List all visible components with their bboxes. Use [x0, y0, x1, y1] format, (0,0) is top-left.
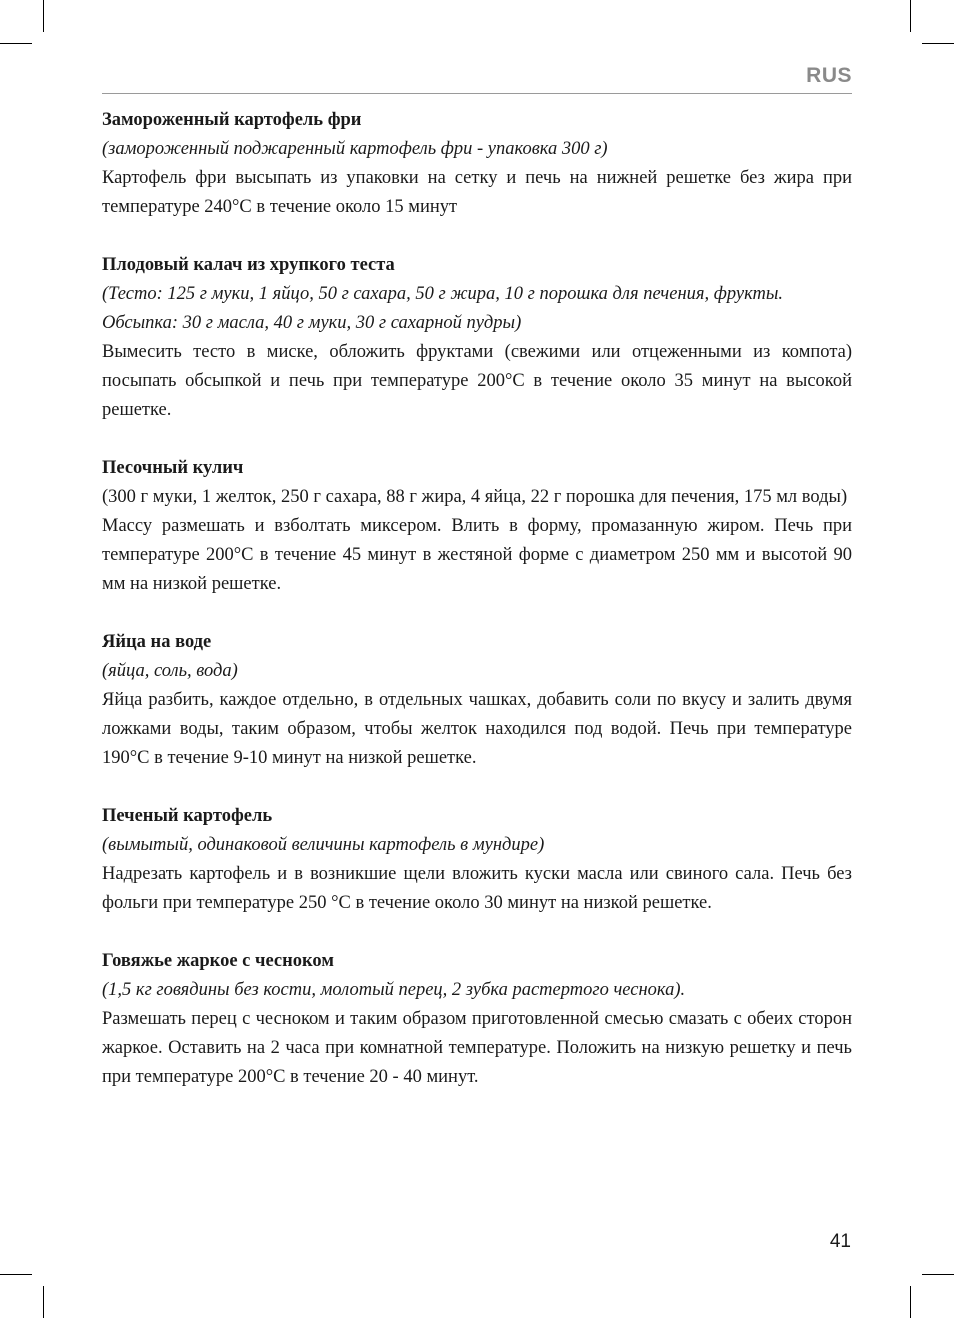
- recipe-title: Яйца на воде: [102, 632, 212, 652]
- recipe-instructions: Картофель фри высыпать из упаковки на сетку и печь на нижней решетке без жира при температуре 240°С в течение около 15 минут: [102, 168, 852, 217]
- recipe-ingredients: (300 г муки, 1 желток, 250 г сахара, 88 г жира, 4 яйца, 22 г порошка для печения, 175 мл воды): [102, 487, 848, 507]
- crop-mark-top-left-horizontal: [0, 43, 32, 44]
- recipe-fruit-cake: [102, 251, 852, 425]
- recipe-baked-potatoes: [102, 802, 852, 918]
- recipe-ingredients: (вымытый, одинаковой величины картофель в мундире): [102, 835, 545, 855]
- crop-mark-bottom-left-vertical: [43, 1286, 44, 1318]
- page-number: 41: [829, 1231, 851, 1252]
- recipe-frozen-fries: [102, 106, 852, 222]
- crop-mark-bottom-left-horizontal: [0, 1274, 32, 1275]
- recipe-instructions: Вымесить тесто в миске, обложить фруктами (свежими или отцеженными из компота) посыпать обсыпкой и печь при температуре 200°С в течение около 35 минут на высокой решетке.: [102, 342, 852, 420]
- recipe-ingredients: (1,5 кг говядины без кости, молотый перец, 2 зубка растертого чеснока).: [102, 980, 686, 1000]
- recipe-instructions: Размешать перец с чесноком и таким образом приготовленной смесью смазать с обеих сторон жаркое. Оставить на 2 часа при комнатной температуре. Положить на низкую решетку и печь при температуре 200°С в течение 20 - 40 минут.: [102, 1009, 852, 1087]
- crop-mark-top-right-horizontal: [922, 43, 954, 44]
- crop-mark-top-right-vertical: [910, 0, 911, 32]
- recipe-instructions: Массу размешать и взболтать миксером. Влить в форму, промазанную жиром. Печь при температуре 200°С в течение 45 минут в жестяной форме с диаметром 250 мм и высотой 90 мм на низкой решетке.: [102, 516, 852, 594]
- language-label: RUS: [806, 64, 852, 87]
- recipe-list: [102, 106, 852, 1121]
- recipe-instructions: Надрезать картофель и в возникшие щели вложить куски масла или свиного сала. Печь без фольги при температуре 250 °С в течение около 30 минут на низкой решетке.: [102, 864, 852, 913]
- recipe-ingredients: (замороженный поджаренный картофель фри - упаковка 300 г): [102, 139, 608, 159]
- recipe-title: Замороженный картофель фри: [102, 110, 362, 130]
- recipe-title: Песочный кулич: [102, 458, 244, 478]
- recipe-garlic-beef-roast: [102, 947, 852, 1092]
- crop-mark-bottom-right-vertical: [910, 1286, 911, 1318]
- recipe-title: Говяжье жаркое с чесноком: [102, 951, 334, 971]
- recipe-sand-cake: [102, 454, 852, 599]
- crop-mark-bottom-right-horizontal: [922, 1274, 954, 1275]
- recipe-ingredients: (яйца, соль, вода): [102, 661, 238, 681]
- recipe-title: Плодовый калач из хрупкого теста: [102, 255, 395, 275]
- recipe-poached-eggs: [102, 628, 852, 773]
- recipe-ingredients: (Тесто: 125 г муки, 1 яйцо, 50 г сахара, 50 г жира, 10 г порошка для печения, фрукты. Обсыпка: 30 г масла, 40 г муки, 30 г сахарной пудры): [102, 284, 783, 333]
- recipe-title: Печеный картофель: [102, 806, 273, 826]
- crop-mark-top-left-vertical: [43, 0, 44, 32]
- recipe-instructions: Яйца разбить, каждое отдельно, в отдельных чашках, добавить соли по вкусу и залить двумя ложками воды, таким образом, чтобы желток находился под водой. Печь при температуре 190°С в течение 9-10 минут на низкой решетке.: [102, 690, 852, 768]
- header-rule: [102, 93, 852, 94]
